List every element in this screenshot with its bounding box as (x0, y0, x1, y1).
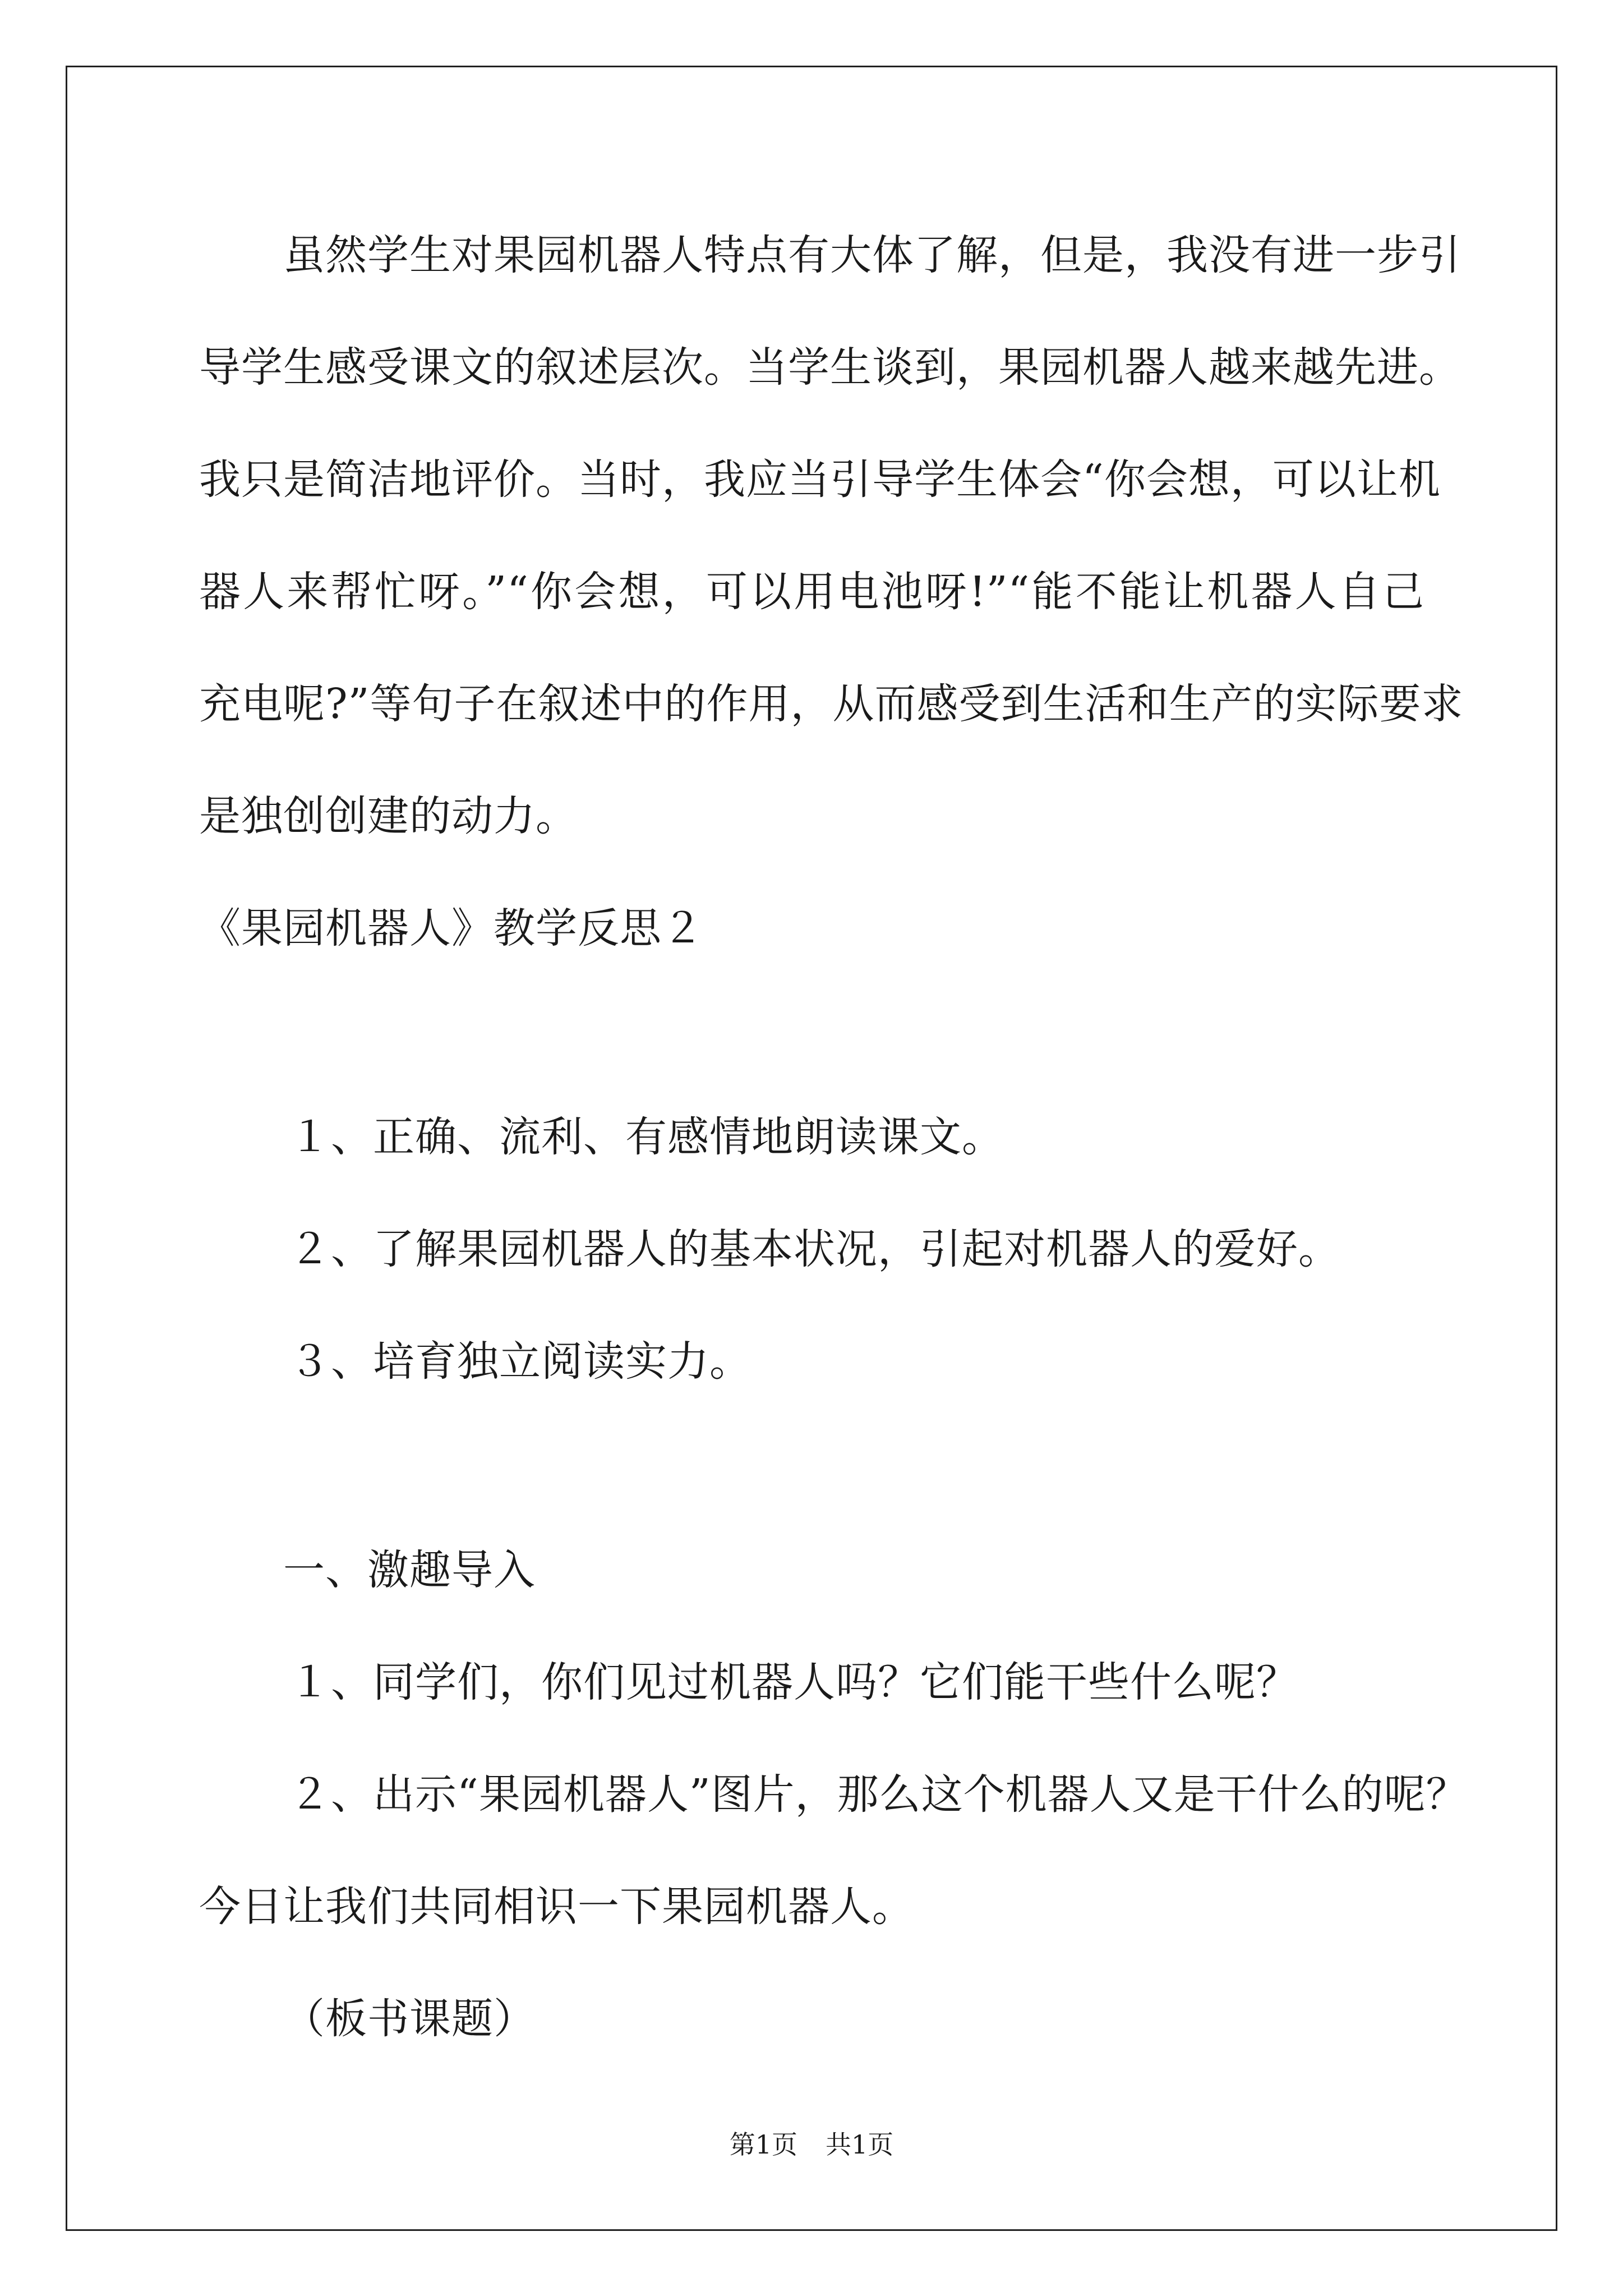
page-number: 第1页 (729, 2129, 797, 2160)
paragraph-1-line-6: 是独创创建的动力。 (199, 792, 578, 840)
paragraph-1-line-1: 虽然学生对果园机器人特点有大体了解，但是，我没有进一步引 (283, 231, 1461, 279)
section-heading: 《果园机器人》教学反思２ (199, 904, 704, 953)
step-heading: 一、激趣导入 (283, 1546, 536, 1594)
goal-item-2: ２、了解果园机器人的基本状况，引起对机器人的爱好。 (289, 1225, 1340, 1273)
goal-item-1: １、正确、流利、有感情地朗读课文。 (289, 1113, 1004, 1161)
step-item-2: ２、出示“果园机器人”图片，那么这个机器人又是干什么的呢？ (289, 1770, 1468, 1819)
step-item-2-continued: 今日让我们共同相识一下果园机器人。 (199, 1883, 914, 1931)
paragraph-1-line-5: 充电呢?”等句子在叙述中的作用，从而感受到生活和生产的实际要求 (199, 680, 1464, 728)
step-item-1: １、同学们，你们见过机器人吗？它们能干些什么呢？ (289, 1658, 1298, 1706)
goal-item-3: ３、培育独立阅读实力。 (289, 1337, 751, 1386)
paragraph-1-line-2: 导学生感受课文的叙述层次。当学生谈到，果园机器人越来越先进。 (199, 343, 1461, 392)
page-footer (0, 2129, 1623, 2160)
board-note: （板书课题） (283, 1995, 536, 2043)
paragraph-1-line-4: 器人来帮忙呀。”“你会想，可以用电池呀!”“能不能让机器人自己 (199, 568, 1424, 616)
page-total: 共1页 (826, 2129, 894, 2160)
paragraph-1-line-3: 我只是简洁地评价。当时，我应当引导学生体会“你会想，可以让机 (199, 455, 1441, 504)
